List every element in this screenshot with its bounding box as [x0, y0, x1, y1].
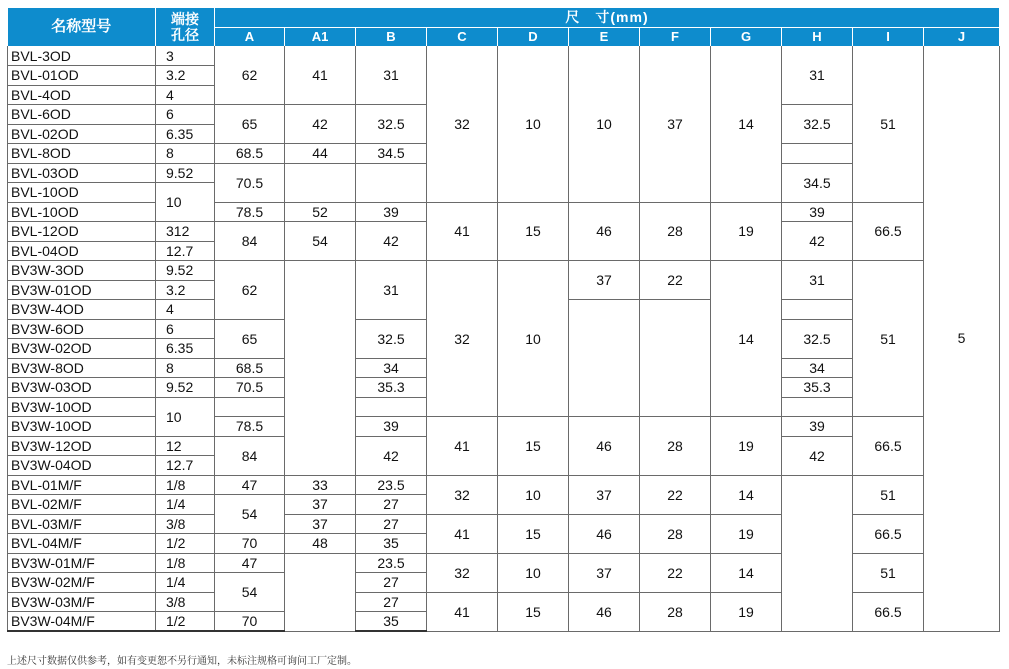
dim-cell-b: 34.5 — [356, 144, 427, 164]
dim-cell-b: 42 — [356, 436, 427, 475]
dim-cell-f — [640, 300, 711, 417]
dim-cell-a1: 37 — [285, 495, 356, 515]
header-port-line1: 端接 — [171, 11, 199, 27]
port-size-cell: 9.52 — [156, 378, 215, 398]
dim-cell-a: 70 — [215, 534, 285, 554]
model-name-cell: BVL-4OD — [8, 85, 156, 105]
dim-cell-c: 41 — [427, 417, 498, 476]
model-name-cell: BV3W-6OD — [8, 319, 156, 339]
dim-cell-g: 14 — [711, 553, 782, 592]
dim-cell-e — [569, 300, 640, 417]
port-size-cell: 6 — [156, 105, 215, 125]
port-size-cell: 8 — [156, 144, 215, 164]
model-name-cell: BV3W-03M/F — [8, 592, 156, 612]
dim-cell-a: 47 — [215, 475, 285, 495]
dim-cell-e: 37 — [569, 261, 640, 300]
dim-cell-a: 62 — [215, 261, 285, 320]
model-name-cell: BVL-10OD — [8, 202, 156, 222]
dim-cell-j: 5 — [924, 46, 1000, 631]
port-size-cell: 12.7 — [156, 241, 215, 261]
dim-cell-a: 78.5 — [215, 202, 285, 222]
dim-cell-e: 10 — [569, 46, 640, 202]
model-name-cell: BV3W-02OD — [8, 339, 156, 359]
dim-cell-f: 37 — [640, 46, 711, 202]
dim-cell-b: 23.5 — [356, 475, 427, 495]
port-size-cell: 3/8 — [156, 514, 215, 534]
model-name-cell: BVL-01M/F — [8, 475, 156, 495]
model-name-cell: BVL-3OD — [8, 46, 156, 66]
dim-cell-b: 39 — [356, 202, 427, 222]
dim-cell-g: 19 — [711, 592, 782, 631]
dim-cell-d: 10 — [498, 475, 569, 514]
dim-cell-h — [782, 475, 853, 631]
dim-cell-a1 — [285, 553, 356, 631]
dim-cell-h: 32.5 — [782, 105, 853, 144]
dim-cell-h — [782, 397, 853, 417]
dim-cell-e: 37 — [569, 475, 640, 514]
dim-cell-h: 31 — [782, 261, 853, 300]
port-size-cell: 1/8 — [156, 553, 215, 573]
dim-cell-f: 22 — [640, 553, 711, 592]
dim-cell-g: 14 — [711, 46, 782, 202]
dim-cell-b: 31 — [356, 261, 427, 320]
model-name-cell: BV3W-10OD — [8, 417, 156, 437]
dim-cell-a: 47 — [215, 553, 285, 573]
dim-cell-a: 68.5 — [215, 144, 285, 164]
model-name-cell: BV3W-01OD — [8, 280, 156, 300]
dim-cell-b: 31 — [356, 46, 427, 105]
header-port-line2: 孔径 — [171, 27, 199, 43]
port-size-cell: 6.35 — [156, 339, 215, 359]
dim-cell-b: 34 — [356, 358, 427, 378]
column-header-h: H — [782, 27, 853, 46]
dim-cell-a: 54 — [215, 495, 285, 534]
dim-cell-a1: 42 — [285, 105, 356, 144]
model-name-cell: BVL-10OD — [8, 183, 156, 203]
dim-cell-f: 28 — [640, 592, 711, 631]
dim-cell-f: 28 — [640, 202, 711, 261]
dim-cell-a: 70.5 — [215, 163, 285, 202]
dim-cell-h — [782, 144, 853, 164]
dim-cell-a: 70 — [215, 612, 285, 632]
column-header-a: A — [215, 27, 285, 46]
port-size-cell: 10 — [156, 183, 215, 222]
model-name-cell: BVL-02M/F — [8, 495, 156, 515]
dim-cell-a1 — [285, 261, 356, 476]
model-name-cell: BVL-03M/F — [8, 514, 156, 534]
dim-cell-b: 27 — [356, 573, 427, 593]
dim-cell-i: 66.5 — [853, 514, 924, 553]
dim-cell-e: 46 — [569, 417, 640, 476]
dim-cell-b — [356, 397, 427, 417]
dim-cell-e: 46 — [569, 592, 640, 631]
dim-cell-c: 41 — [427, 592, 498, 631]
port-size-cell: 4 — [156, 85, 215, 105]
dim-cell-h — [782, 300, 853, 320]
header-dimensions: 尺 寸(mm) — [215, 8, 1000, 27]
dim-cell-a1: 41 — [285, 46, 356, 105]
dim-cell-d: 15 — [498, 592, 569, 631]
dim-cell-b: 35 — [356, 534, 427, 554]
dim-cell-g: 19 — [711, 514, 782, 553]
dim-cell-d: 10 — [498, 46, 569, 202]
dim-cell-i: 51 — [853, 475, 924, 514]
column-header-c: C — [427, 27, 498, 46]
port-size-cell: 12.7 — [156, 456, 215, 476]
header-model-name: 名称型号 — [8, 8, 156, 46]
dim-cell-a: 65 — [215, 105, 285, 144]
model-name-cell: BV3W-04OD — [8, 456, 156, 476]
dim-cell-d: 10 — [498, 261, 569, 417]
dim-cell-c: 32 — [427, 261, 498, 417]
dim-cell-b: 35.3 — [356, 378, 427, 398]
model-name-cell: BVL-04M/F — [8, 534, 156, 554]
dim-cell-i: 51 — [853, 261, 924, 417]
dim-cell-h: 32.5 — [782, 319, 853, 358]
port-size-cell: 3 — [156, 46, 215, 66]
port-size-cell: 1/8 — [156, 475, 215, 495]
column-header-d: D — [498, 27, 569, 46]
port-size-cell: 8 — [156, 358, 215, 378]
model-name-cell: BVL-8OD — [8, 144, 156, 164]
model-name-cell: BV3W-04M/F — [8, 612, 156, 632]
dim-cell-a: 84 — [215, 222, 285, 261]
port-size-cell: 6.35 — [156, 124, 215, 144]
dim-cell-h: 31 — [782, 46, 853, 105]
dim-cell-a — [215, 397, 285, 417]
dimension-table — [7, 8, 1000, 632]
dim-cell-b: 27 — [356, 592, 427, 612]
model-name-cell: BV3W-03OD — [8, 378, 156, 398]
dim-cell-a1: 37 — [285, 514, 356, 534]
dim-cell-f: 22 — [640, 475, 711, 514]
dim-cell-f: 28 — [640, 417, 711, 476]
table-body — [8, 46, 1000, 631]
model-name-cell: BVL-01OD — [8, 66, 156, 86]
dim-cell-f: 22 — [640, 261, 711, 300]
port-size-cell: 10 — [156, 397, 215, 436]
dim-cell-h: 34 — [782, 358, 853, 378]
dim-cell-b: 42 — [356, 222, 427, 261]
dim-cell-h: 39 — [782, 202, 853, 222]
model-name-cell: BV3W-3OD — [8, 261, 156, 281]
table-row — [8, 475, 1000, 495]
dim-cell-d: 15 — [498, 514, 569, 553]
header-port-size — [156, 8, 215, 46]
port-size-cell: 312 — [156, 222, 215, 242]
column-header-e: E — [569, 27, 640, 46]
dim-cell-h: 39 — [782, 417, 853, 437]
model-name-cell: BV3W-01M/F — [8, 553, 156, 573]
dim-cell-b — [356, 163, 427, 202]
column-header-g: G — [711, 27, 782, 46]
dim-cell-c: 32 — [427, 46, 498, 202]
dim-cell-e: 37 — [569, 553, 640, 592]
dim-cell-b: 35 — [356, 612, 427, 632]
dim-cell-h: 35.3 — [782, 378, 853, 398]
footnote: 上述尺寸数据仅供参考，如有变更恕不另行通知，未标注规格可询问工厂定制。 — [7, 656, 357, 667]
dim-cell-d: 10 — [498, 553, 569, 592]
port-size-cell: 4 — [156, 300, 215, 320]
column-header-i: I — [853, 27, 924, 46]
port-size-cell: 3.2 — [156, 66, 215, 86]
model-name-cell: BVL-12OD — [8, 222, 156, 242]
port-size-cell: 1/2 — [156, 612, 215, 632]
dim-cell-c: 41 — [427, 202, 498, 261]
dim-cell-a1: 54 — [285, 222, 356, 261]
column-header-b: B — [356, 27, 427, 46]
dim-cell-e: 46 — [569, 202, 640, 261]
port-size-cell: 3.2 — [156, 280, 215, 300]
dim-cell-a: 65 — [215, 319, 285, 358]
dim-cell-a1: 44 — [285, 144, 356, 164]
column-header-f: F — [640, 27, 711, 46]
port-size-cell: 9.52 — [156, 163, 215, 183]
port-size-cell: 1/4 — [156, 573, 215, 593]
model-name-cell: BVL-6OD — [8, 105, 156, 125]
dim-cell-a: 68.5 — [215, 358, 285, 378]
model-name-cell: BV3W-12OD — [8, 436, 156, 456]
dim-cell-a1: 33 — [285, 475, 356, 495]
port-size-cell: 12 — [156, 436, 215, 456]
dim-cell-e: 46 — [569, 514, 640, 553]
dim-cell-b: 32.5 — [356, 105, 427, 144]
dim-cell-i: 66.5 — [853, 592, 924, 631]
dim-cell-g: 14 — [711, 261, 782, 417]
dim-cell-g: 19 — [711, 202, 782, 261]
dim-cell-h: 34.5 — [782, 163, 853, 202]
dim-cell-b: 39 — [356, 417, 427, 437]
dim-cell-b: 27 — [356, 514, 427, 534]
model-name-cell: BV3W-8OD — [8, 358, 156, 378]
dim-cell-i: 66.5 — [853, 417, 924, 476]
model-name-cell: BV3W-4OD — [8, 300, 156, 320]
port-size-cell: 1/4 — [156, 495, 215, 515]
port-size-cell: 1/2 — [156, 534, 215, 554]
dim-cell-a1 — [285, 163, 356, 202]
dim-cell-a1: 52 — [285, 202, 356, 222]
table-row — [8, 46, 1000, 66]
dim-cell-c: 32 — [427, 475, 498, 514]
dim-cell-i: 51 — [853, 46, 924, 202]
dim-cell-h: 42 — [782, 222, 853, 261]
dim-cell-f: 28 — [640, 514, 711, 553]
dimension-table-container — [7, 8, 999, 632]
dim-cell-a: 70.5 — [215, 378, 285, 398]
dim-cell-d: 15 — [498, 417, 569, 476]
port-size-cell: 3/8 — [156, 592, 215, 612]
dim-cell-i: 66.5 — [853, 202, 924, 261]
model-name-cell: BV3W-02M/F — [8, 573, 156, 593]
table-row — [8, 261, 1000, 281]
dim-cell-a: 78.5 — [215, 417, 285, 437]
dim-cell-i: 51 — [853, 553, 924, 592]
model-name-cell: BVL-03OD — [8, 163, 156, 183]
dim-cell-a: 62 — [215, 46, 285, 105]
dim-cell-c: 41 — [427, 514, 498, 553]
port-size-cell: 9.52 — [156, 261, 215, 281]
dim-cell-c: 32 — [427, 553, 498, 592]
model-name-cell: BVL-02OD — [8, 124, 156, 144]
dim-cell-a: 84 — [215, 436, 285, 475]
dim-cell-b: 23.5 — [356, 553, 427, 573]
dim-cell-h: 42 — [782, 436, 853, 475]
dim-cell-a1: 48 — [285, 534, 356, 554]
port-size-cell: 6 — [156, 319, 215, 339]
dim-cell-b: 27 — [356, 495, 427, 515]
model-name-cell: BV3W-10OD — [8, 397, 156, 417]
dim-cell-g: 19 — [711, 417, 782, 476]
dim-cell-d: 15 — [498, 202, 569, 261]
dim-cell-g: 14 — [711, 475, 782, 514]
dim-cell-b: 32.5 — [356, 319, 427, 358]
model-name-cell: BVL-04OD — [8, 241, 156, 261]
dim-cell-a: 54 — [215, 573, 285, 612]
column-header-a1: A1 — [285, 27, 356, 46]
column-header-j: J — [924, 27, 1000, 46]
